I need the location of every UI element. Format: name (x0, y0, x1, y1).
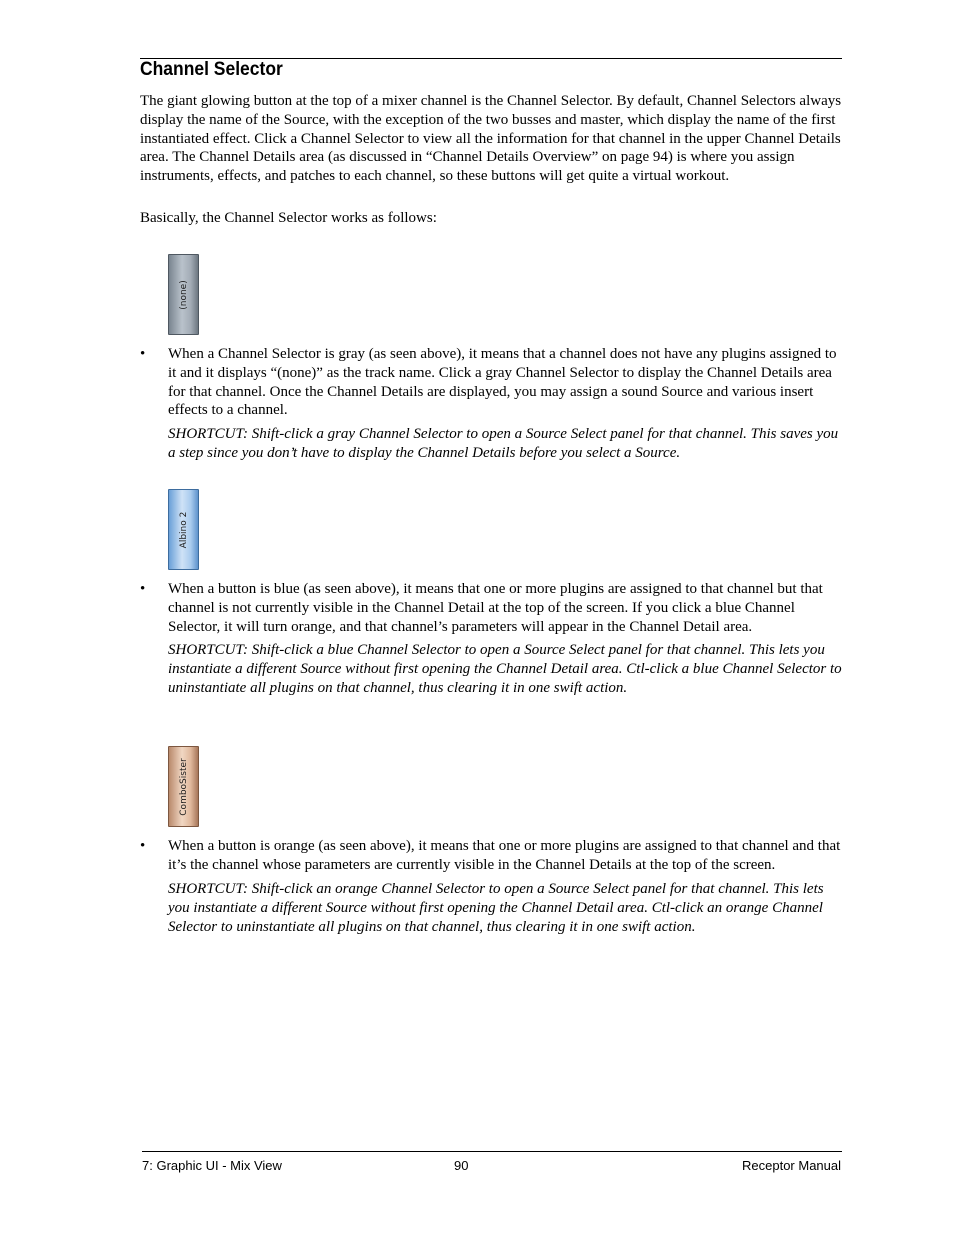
gray-channel-selector-button[interactable] (168, 254, 199, 335)
bullet-mark: • (140, 838, 146, 854)
bullet-mark: • (140, 346, 146, 362)
bullet-text: When a button is blue (as seen above), it means that one or more plugins are assigned to that channel but that channel is not currently visible in the Channel Detail at the top of the screen. If you click a blue Channel Selector, it will turn orange, and that channel’s parameters will appear in the Channel Detail area. (168, 581, 823, 635)
shortcut-orange: SHORTCUT: Shift-click an orange Channel Selector to open a Source Select panel for that channel. This lets you instantiate a different Source without first opening the Channel Detail area. Ctl-click an orange Channel Selector to uninstantiate all plugins on that channel, thus clearing it in one swift action. (168, 881, 824, 935)
footer-page-number: 90 (454, 1158, 469, 1173)
footer-rule (142, 1151, 842, 1152)
shortcut-blue: SHORTCUT: Shift-click a blue Channel Selector to open a Source Select panel for that channel. This lets you instantiate a different Source without first opening the Channel Detail area. Ctl-click a blue Channel Selector to uninstantiate all plugins on that channel, thus clearing it in one swift action. (168, 642, 842, 696)
channel-selector-label: Albino 2 (178, 511, 189, 548)
footer-manual-title: Receptor Manual (742, 1158, 841, 1173)
channel-selector-label: (none) (178, 279, 189, 310)
channel-selector-label: ComboSister (178, 757, 189, 816)
orange-channel-selector-button[interactable] (168, 746, 199, 827)
intro-paragraph: The giant glowing button at the top of a mixer channel is the Channel Selector. By default, Channel Selectors always display the name of the Source, with the exception of the two busses and master, which display the name of the first instantiated effect. Click a Channel Selector to view all the information for that channel in the upper Channel Details area. The Channel Details area (as discussed in “Channel Details Overview” on page 94) is where you assign instruments, effects, and patches to each channel, so these buttons will get quite a virtual workout. (140, 93, 842, 185)
bullet-text: When a Channel Selector is gray (as seen above), it means that a channel does not have any plugins assigned to it and it displays “(none)” as the track name. Click a gray Channel Selector to display the Channel Details area for that channel. Once the Channel Details are displayed, you may assign a sound Source and various insert effects to a channel. (168, 346, 837, 419)
blue-channel-selector-button[interactable] (168, 489, 199, 570)
bullet-text: When a button is orange (as seen above), it means that one or more plugins are assigned to that channel and that it’s the channel whose parameters are currently visible in the Channel Details at the top of the screen. (168, 838, 841, 873)
bullet-mark: • (140, 581, 146, 597)
footer-chapter: 7: Graphic UI - Mix View (142, 1158, 282, 1173)
section-heading: Channel Selector (140, 59, 283, 80)
shortcut-gray: SHORTCUT: Shift-click a gray Channel Selector to open a Source Select panel for that channel. This saves you a step since you don’t have to display the Channel Details before you select a Source. (168, 426, 839, 461)
lead-paragraph: Basically, the Channel Selector works as follows: (140, 210, 437, 226)
